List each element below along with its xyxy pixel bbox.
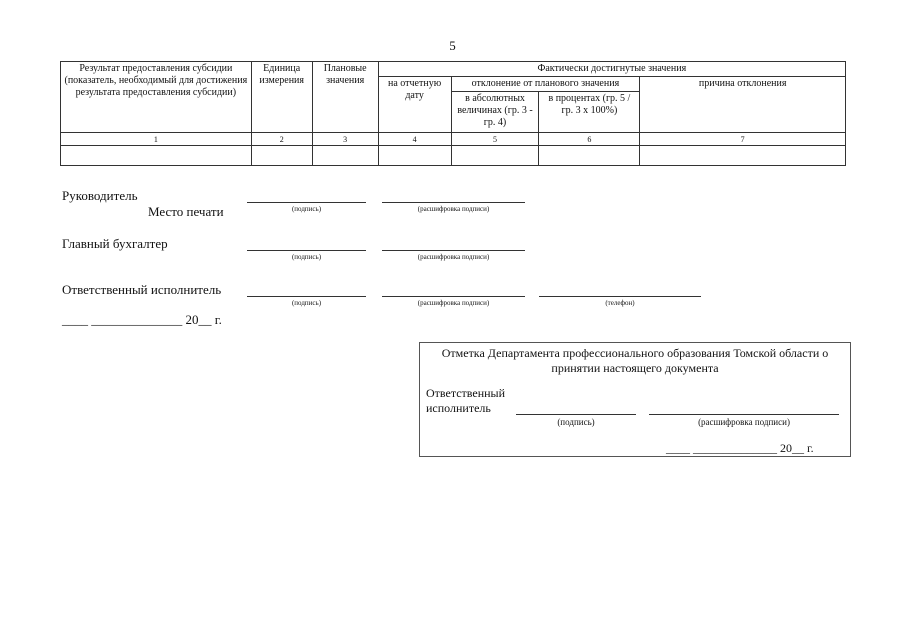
col-number: 1 — [61, 133, 252, 146]
col-number: 2 — [251, 133, 312, 146]
header-planned: Плановые значения — [312, 62, 378, 133]
decoding-caption: (расшифровка подписи) — [417, 253, 490, 261]
decoding-line[interactable] — [382, 296, 525, 297]
signature-caption: (подпись) — [291, 299, 322, 307]
col-number: 5 — [451, 133, 539, 146]
signature-line[interactable] — [247, 250, 366, 251]
signature-line[interactable] — [516, 414, 636, 415]
decoding-line[interactable] — [382, 250, 525, 251]
page-number: 5 — [449, 38, 456, 53]
department-acceptance-box — [419, 342, 851, 457]
phone-caption: (телефон) — [605, 299, 635, 307]
header-reason: причина отклонения — [640, 77, 846, 133]
col-number: 4 — [378, 133, 451, 146]
executor-label: Ответственный исполнитель — [62, 282, 222, 297]
date-line[interactable]: ____ ______________ 20__ г. — [62, 312, 222, 327]
stamp-label: Место печати — [148, 204, 224, 219]
decoding-line[interactable] — [649, 414, 839, 415]
col-number: 7 — [640, 133, 846, 146]
header-unit: Единица измерения — [251, 62, 312, 133]
header-deviation: отклонение от планового значения — [451, 77, 640, 92]
decoding-caption: (расшифровка подписи) — [417, 299, 490, 307]
signature-caption: (подпись) — [291, 253, 322, 261]
table-cell[interactable] — [451, 146, 539, 166]
table-cell[interactable] — [378, 146, 451, 166]
header-abs: в абсолютных величинах (гр. 3 - гр. 4) — [451, 92, 539, 133]
decoding-line[interactable] — [382, 202, 525, 203]
decoding-caption: (расшифровка подписи) — [698, 417, 790, 427]
table-cell[interactable] — [312, 146, 378, 166]
box-executor-line1: Ответственный — [426, 386, 506, 400]
col-number: 3 — [312, 133, 378, 146]
signature-caption: (подпись) — [557, 417, 595, 427]
signature-line[interactable] — [247, 202, 366, 203]
table-cell[interactable] — [539, 146, 640, 166]
box-date-line[interactable]: ____ ______________ 20__ г. — [666, 441, 814, 455]
header-result: Результат предоставления субсидии (показатель, необходимый для достижения результата предоставления субсидии) — [61, 62, 252, 133]
header-on-date: на отчетную дату — [378, 77, 451, 133]
decoding-caption: (расшифровка подписи) — [417, 205, 490, 213]
signature-line[interactable] — [247, 296, 366, 297]
header-actual: Фактически достигнутые значения — [378, 62, 845, 77]
table-cell[interactable] — [251, 146, 312, 166]
table-cell[interactable] — [640, 146, 846, 166]
signature-caption: (подпись) — [291, 205, 322, 213]
table-cell[interactable] — [61, 146, 252, 166]
header-pct: в процентах (гр. 5 / гр. 3 х 100%) — [539, 92, 640, 133]
head-label: Руководитель — [62, 188, 138, 203]
report-table — [60, 61, 846, 166]
box-title: Отметка Департамента профессионального образования Томской области о принятии настоящего документа — [441, 346, 829, 375]
accountant-label: Главный бухгалтер — [62, 236, 168, 251]
box-executor-line2: исполнитель — [426, 401, 491, 415]
phone-line[interactable] — [539, 296, 701, 297]
col-number: 6 — [539, 133, 640, 146]
